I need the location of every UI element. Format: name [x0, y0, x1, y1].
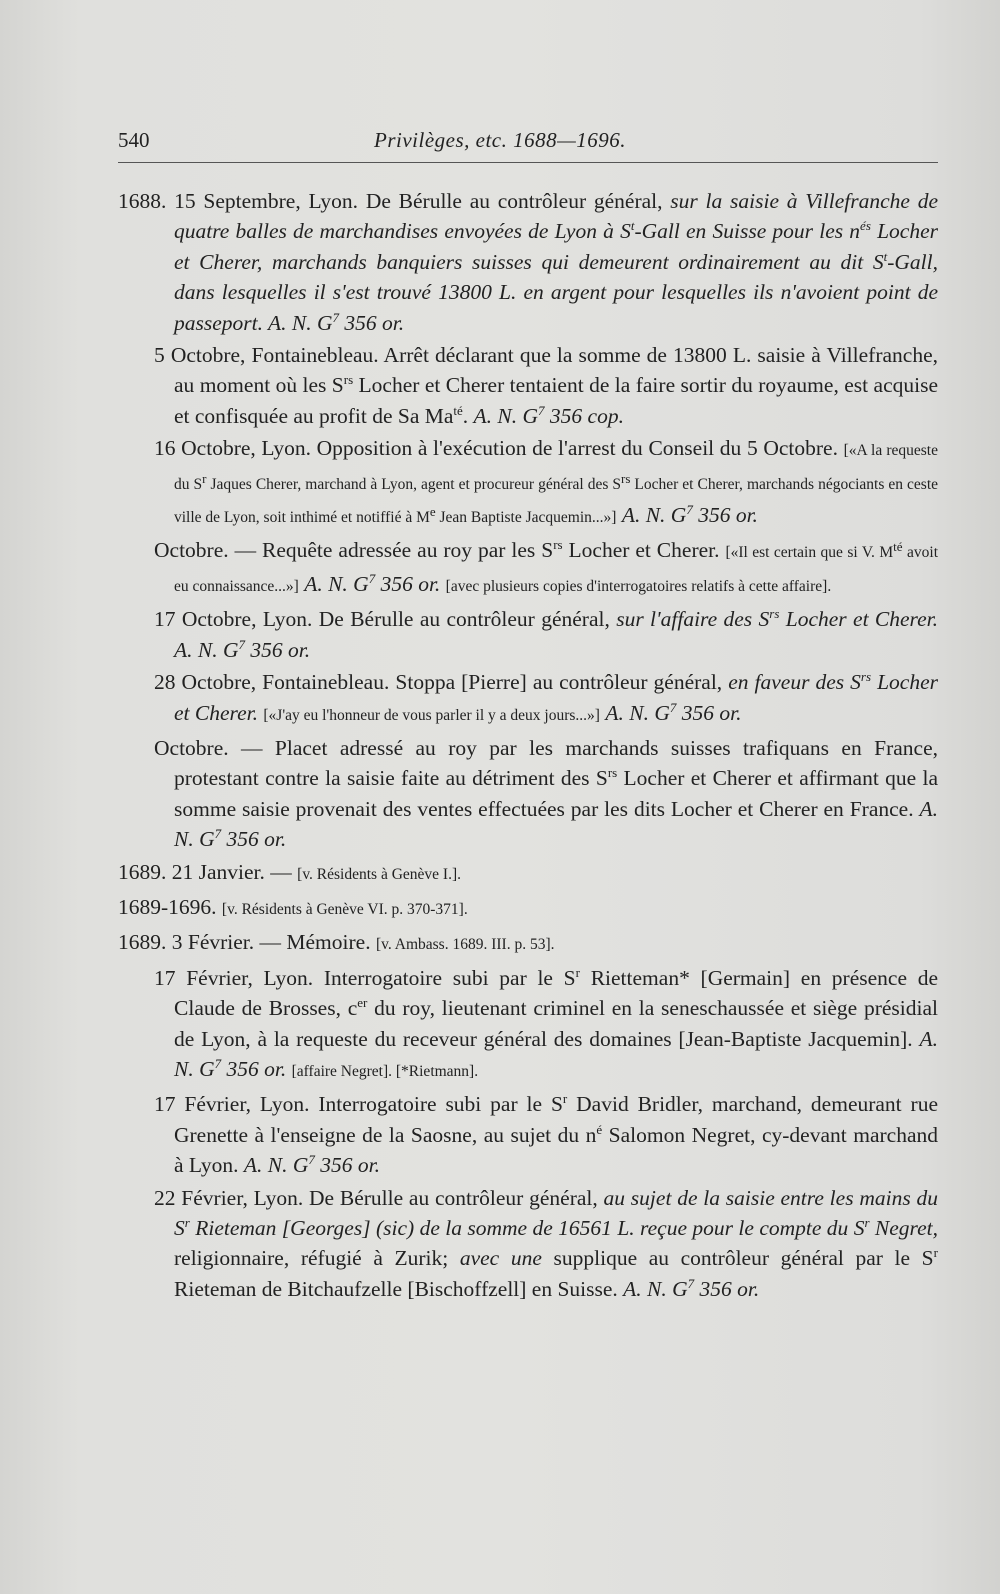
- page-body: [118, 186, 938, 1306]
- entry-e1: 1688. 15 Septembre, Lyon. De Bérulle au contrôleur général, sur la saisie à Villefranche de quatre balles de marchandises envoyées de Lyon à $S^t$-Gall en Suisse pour les $n^{és}$ Locher et Cherer, marchands banquiers suisses qui demeurent ordinairement au dit $S^t$-Gall, dans lesquelles il s'est trouvé 13800 L. en argent pour lesquelles ils n'avoient point de passeport. A. N. $G^7$ 356 or.: [118, 189, 938, 335]
- running-title: Privilèges, etc. 1688—1696.: [374, 128, 627, 152]
- entry-e11: 17 Février, Lyon. Interrogatoire subi par le $S^r$ Riettem​an* [Germain] en présence de Claude de Brosses, $c^{er}$ du roy, lieutenant criminel en la seneschaussée et siège présidial de Lyon, à la requeste du receveur général des domaines [Jean-Baptiste Jacquemin]. A. N. $G^7$ 356 or. [affaire Negret]. [*Rietmann].: [154, 964, 938, 1081]
- page-number: 540: [118, 128, 150, 152]
- header-rule: [118, 162, 938, 163]
- entry-e7: Octobre. — Placet adressé au roy par les marchands suisses trafiquans en France, protestant contre la saisie faite au détriment des $S^{rs}$ Locher et Cherer et affirmant que la somme saisie provenait des ventes effectuées par les dits Locher et Cherer en France. A. N. $G^7$ 356 or.: [154, 735, 939, 852]
- entry-e8: 1689. 21 Janvier. — [v. Résidents à Genève I.].: [118, 859, 461, 884]
- entry-e9: 1689-1696. [v. Résidents à Genève VI. p. 370-371].: [118, 894, 468, 919]
- entry-e5: 17 Octobre, Lyon. De Bérulle au contrôleur général, sur l'affaire des $S^{rs}$ Locher et Cherer. A. N. $G^7$ 356 or.: [154, 606, 939, 662]
- entry-e12: 17 Février, Lyon. Interrogatoire subi par le $S^r$ David Bridler, marchand, demeurant rue Grenette à l'enseigne de la Saosne, au sujet du $n^é$ Salomon Negret, cy-devant marchand à Lyon. A. N. $G^7$ 356 or.: [154, 1091, 939, 1178]
- entry-e13: 22 Février, Lyon. De Bérulle au contrôleur général, au sujet de la saisie entre les mains du $S^r$ Rieteman [Georges] (sic) de la somme de 16561 L. reçue pour le compte du $S^r$ Negret, religionnaire, réfugié à Zurik; avec une supplique au contrôleur général par le $S^r$ Rieteman de Bitchaufzelle [Bischoffzell] en Suisse. A. N. $G^7$ 356 or.: [154, 1185, 939, 1301]
- entry-e6: 28 Octobre, Fontainebleau. Stoppa [Pierre] au contrôleur général, en faveur des $S^{rs}$ Locher et Cherer. [«J'ay eu l'honneur de vous parler il y a deux jours...»] A. N. $G^7$ 356 or.: [154, 668, 938, 725]
- entry-e2: 5 Octobre, Fontainebleau. Arrêt déclarant que la somme de 13800 L. saisie à Villefranche, au moment où les $S^{rs}$ Locher et Cherer tentaient de la faire sortir du royaume, est acquise et confisquée au profit de Sa $Ma^{té}$. A. N. $G^7$ 356 cop.: [154, 343, 938, 428]
- page-header: [118, 128, 938, 158]
- entry-e3: 16 Octobre, Lyon. Opposition à l'exécution de l'arrest du Conseil du 5 Octobre. [«A la requeste du $S^r$ Jaques Cherer, marchand à Lyon, agent et procureur général des $S^{rs}$ Locher et Cherer, marchands négociants en ceste ville de Lyon, soit inthimé et notiffié à Me Jean Baptiste Jacquemin...»] A. N. $G^7$ 356 or.: [154, 436, 939, 528]
- entry-e10: 1689. 3 Février. — Mémoire. [v. Ambass. 1689. III. p. 53].: [118, 930, 555, 955]
- entry-e4: Octobre. — Requête adressée au roy par les $S^{rs}$ Locher et Cherer. [«Il est certain que si V. $M^{té}$ avoit eu connaissance...»] A. N. $G^7$ 356 or. [avec plusieurs copies d'interrogatoires relatifs à cette affaire].: [154, 537, 938, 596]
